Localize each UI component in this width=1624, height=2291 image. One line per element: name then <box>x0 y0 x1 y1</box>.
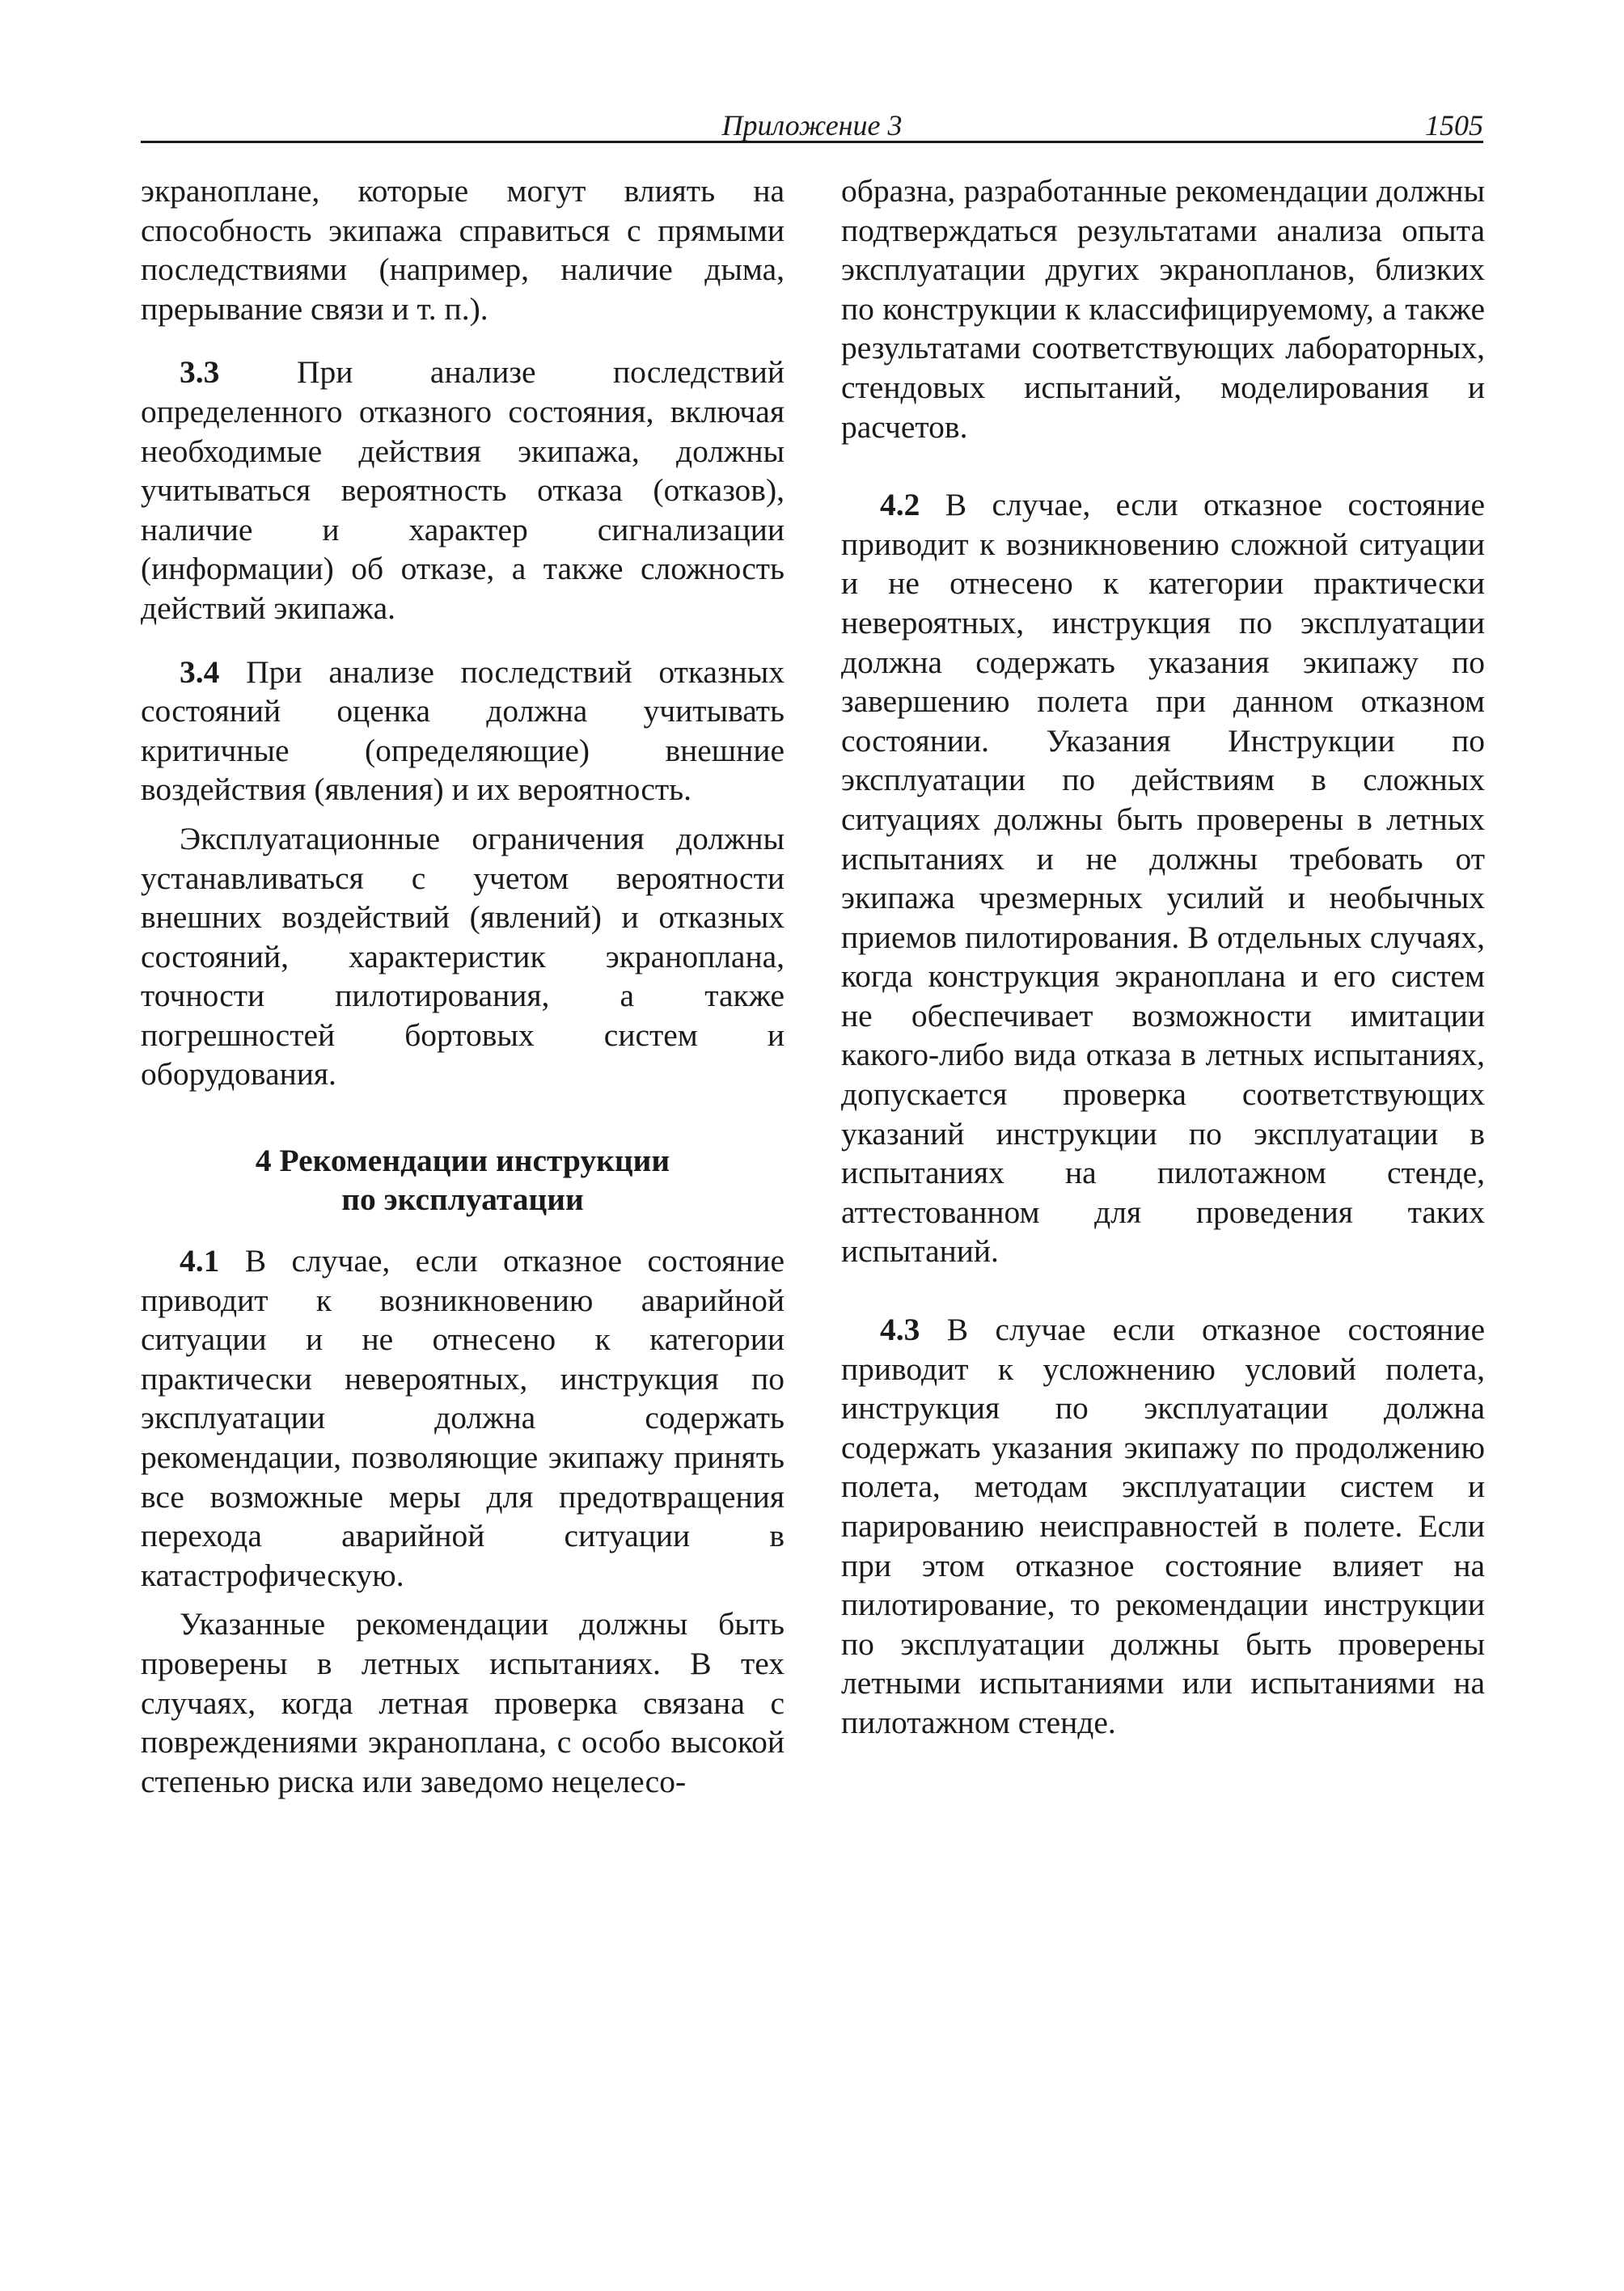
clause-text-4-1: В случае, если отказное состояние приводит к возникновению аварийной ситуации и не отнесено к категории практически невероятных, инструкция по эксплуатации должна содержать рекомендации, позволяющие экипажу принять все возможные меры для предотвращения перехода аварийной ситуации в катастрофическую. <box>141 1243 785 1593</box>
paragraph-continuation-right: образна, разработанные рекомендации должны подтверждаться результатами анализа опыта эксплуатации других экранопланов, близких по конструкции к классифицируемому, а также результатами соответствующих лабораторных, стендовых испытаний, моделирования и расчетов. <box>841 173 1485 445</box>
clause-number-3-3: 3.3 <box>180 354 220 391</box>
paragraph-3-3 <box>141 353 785 628</box>
right-column <box>841 171 1485 1743</box>
heading-line-2: по эксплуатации <box>341 1181 584 1218</box>
header-title: Приложение 3 <box>721 109 903 142</box>
paragraph-continuation: экраноплане, которые могут влиять на способность экипажа справиться с прямыми последствиями (например, наличие дыма, прерывание связи и т. п.). <box>141 173 785 327</box>
section-heading-4 <box>141 1141 785 1219</box>
clause-text-3-3: При анализе последствий определенного отказного состояния, включая необходимые действия экипажа, должны учитываться вероятность отказа (отказов), наличие и характер сигнализации (информации) об отказе, а также сложность действий экипажа. <box>141 354 785 626</box>
running-header <box>141 104 1483 143</box>
paragraph-recommendations-check: Указанные рекомендации должны быть проверены в летных испытаниях. В тех случаях, когда летная проверка связана с повреждениями экраноплана, с особо высокой степенью риска или заведомо нецелесо- <box>141 1606 785 1799</box>
clause-text-3-4: При анализе последствий отказных состояний оценка должна учитывать критичные (определяющие) внешние воздействия (явления) и их вероятность. <box>141 653 785 808</box>
clause-number-4-1: 4.1 <box>180 1243 220 1279</box>
paragraph-3-4 <box>141 653 785 809</box>
clause-number-4-2: 4.2 <box>880 487 920 523</box>
paragraph-4-1 <box>141 1241 785 1595</box>
clause-number-4-3: 4.3 <box>880 1312 920 1348</box>
left-column <box>141 171 785 1801</box>
heading-line-1: 4 Рекомендации инструкции <box>255 1143 670 1179</box>
clause-text-4-2: В случае, если отказное состояние приводит к возникновению сложной ситуации и не отнесено к категории практически невероятных, инструкция по эксплуатации должна содержать указания экипажу по завершению полета при данном отказном состоянии. Указания Инструкции по эксплуатации по действиям в сложных ситуациях должны быть проверены в летных испытаниях и не должны требовать от экипажа чрезмерных усилий и необычных приемов пилотирования. В отдельных случаях, когда конструкция экраноплана и его систем не обеспечивает возможности имитации какого-либо вида отказа в летных испытаниях, допускается проверка соответствующих указаний инструкции по эксплуатации в испытаниях на пилотажном стенде, аттестованном для проведения таких испытаний. <box>841 487 1485 1270</box>
paragraph-4-2 <box>841 485 1485 1271</box>
paragraph-4-3 <box>841 1310 1485 1743</box>
paragraph-operational-limits: Эксплуатационные ограничения должны устанавливаться с учетом вероятности внешних воздействий (явлений) и отказных состояний, характеристик экраноплана, точности пилотирования, а также погрешностей бортовых систем и оборудования. <box>141 820 785 1093</box>
clause-number-3-4: 3.4 <box>180 653 220 690</box>
clause-text-4-3: В случае если отказное состояние приводит к усложнению условий полета, инструкция по эксплуатации должна содержать указания экипажу по продолжению полета, методам эксплуатации систем и парированию неисправностей в полете. Если при этом отказное состояние влияет на пилотирование, то рекомендации инструкции по эксплуатации должны быть проверены летными испытаниями или испытаниями на пилотажном стенде. <box>841 1312 1485 1740</box>
page-number: 1505 <box>1425 109 1483 142</box>
